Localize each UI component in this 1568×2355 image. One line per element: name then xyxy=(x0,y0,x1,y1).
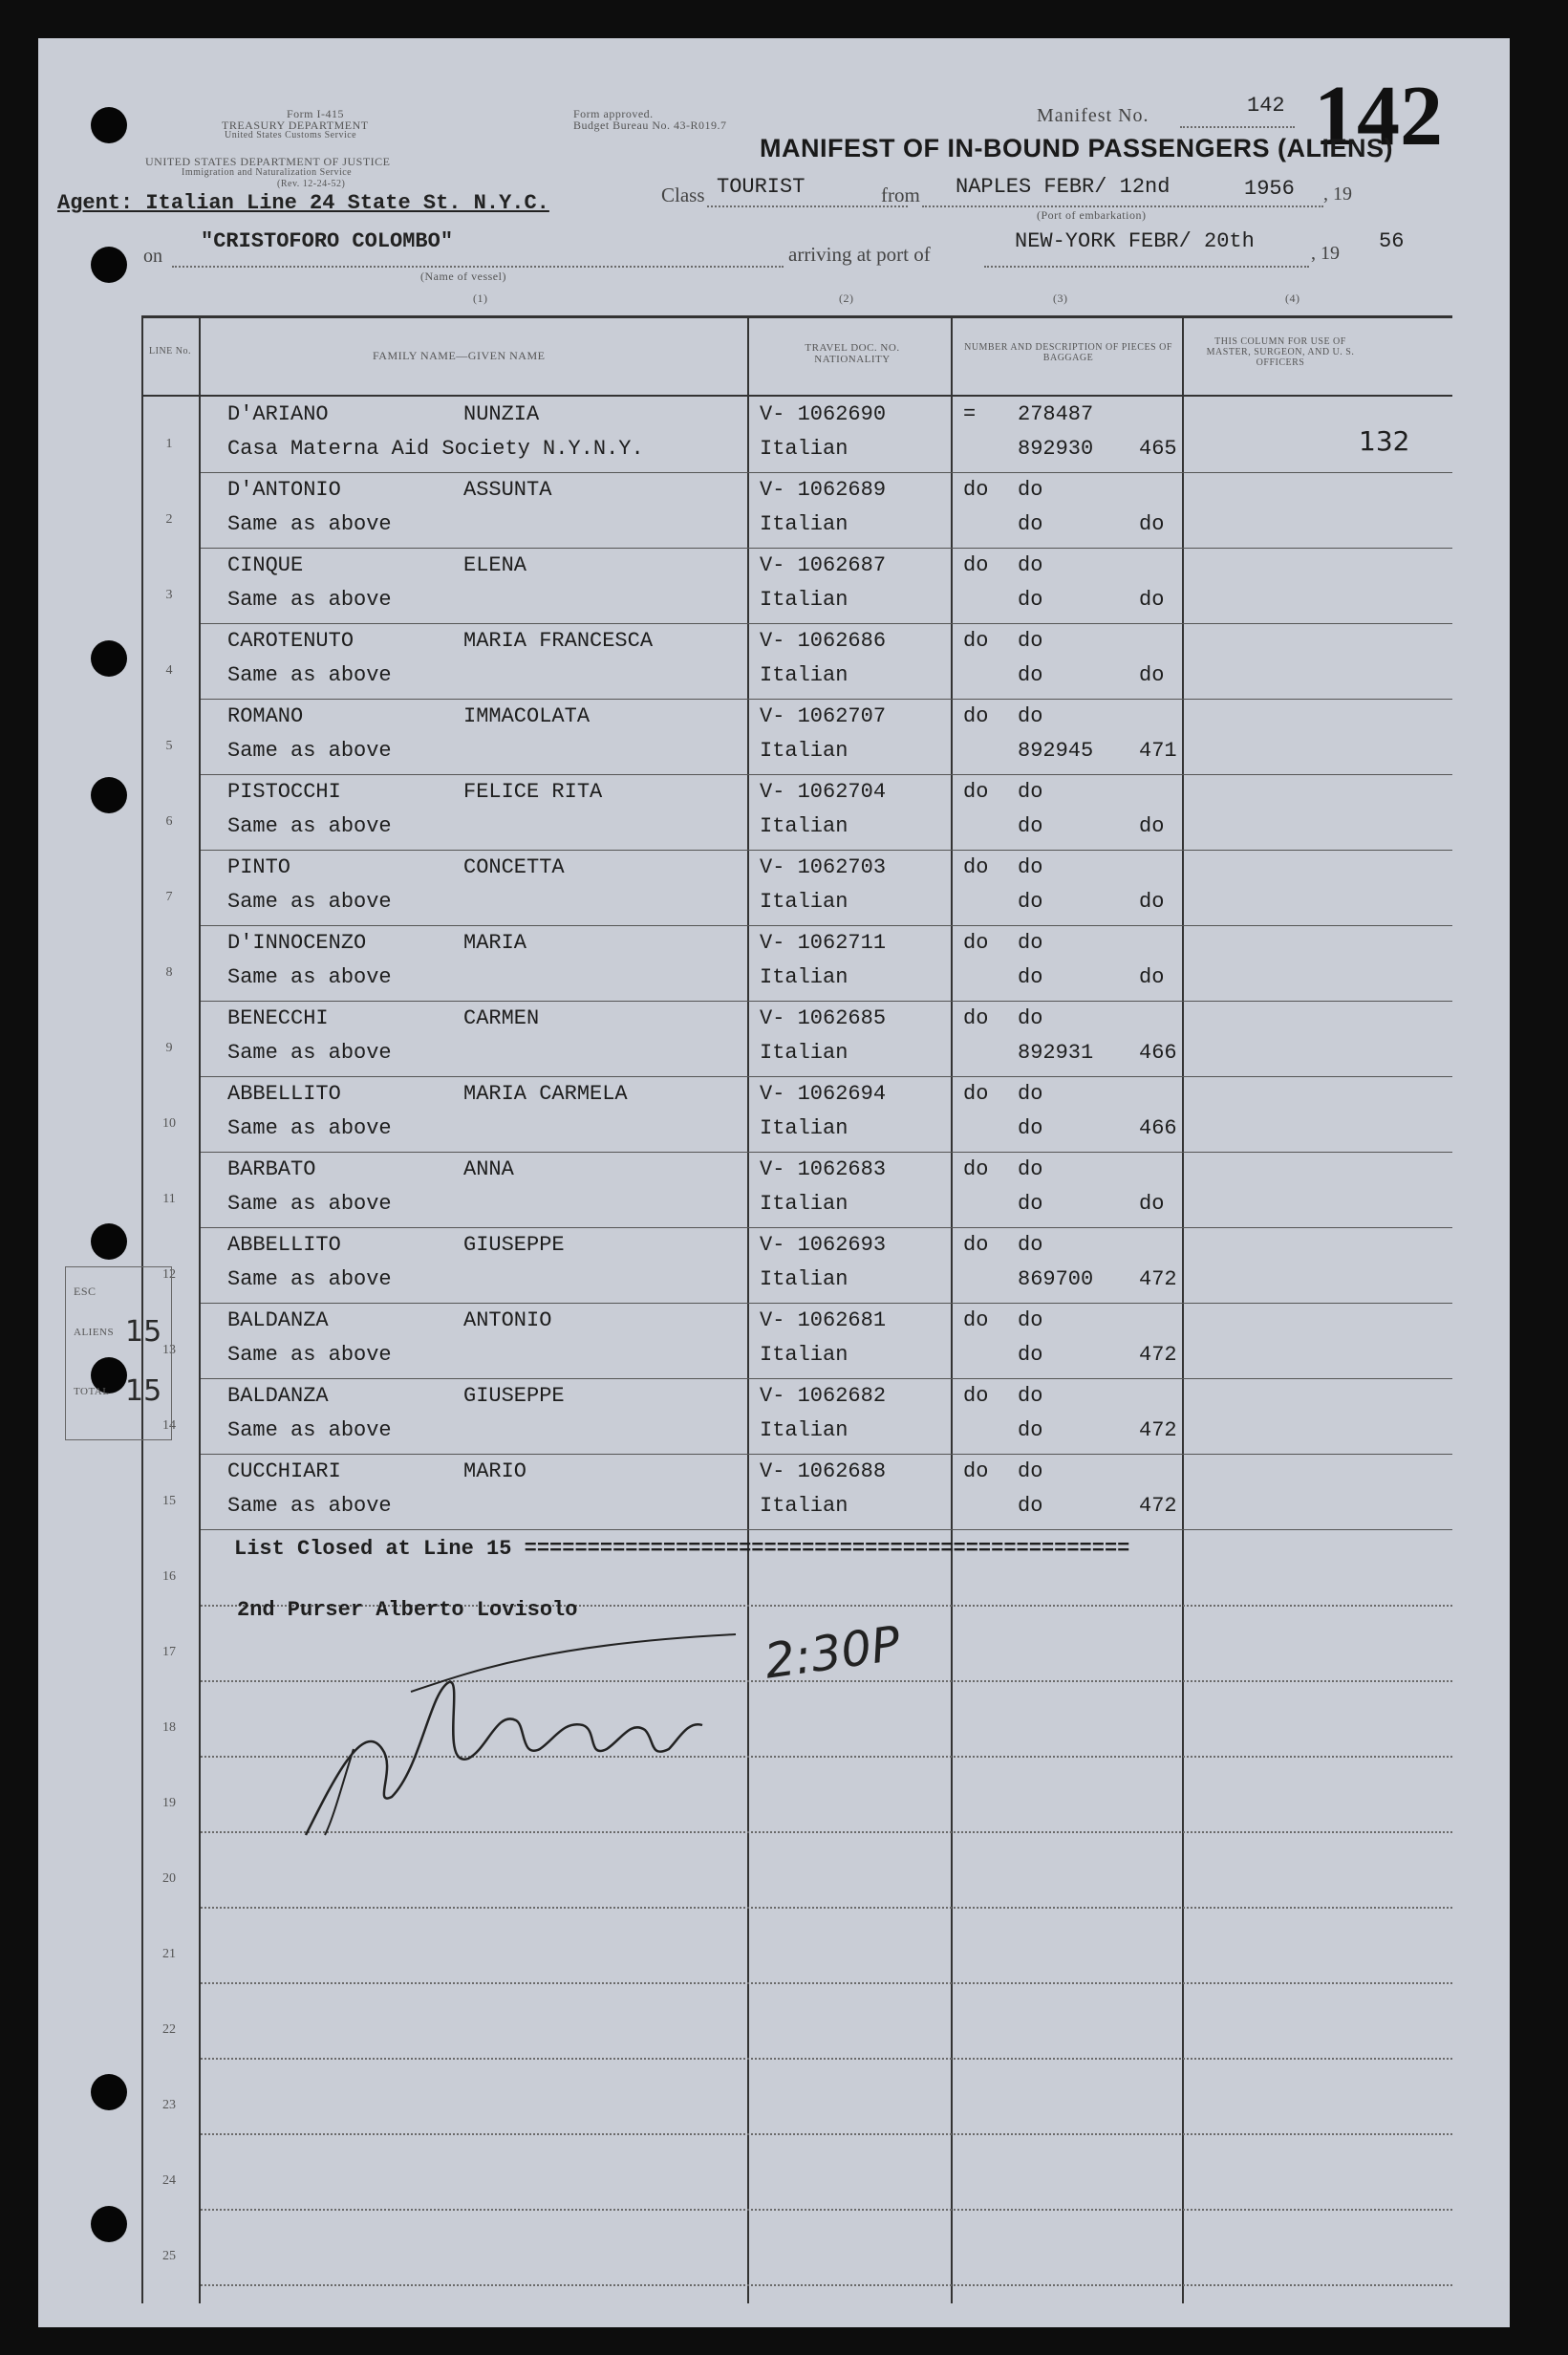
baggage-pieces: 472 xyxy=(1139,1343,1177,1367)
row-divider xyxy=(201,1529,1452,1530)
family-name: D'ANTONIO xyxy=(227,478,341,502)
baggage-description: do xyxy=(1018,1082,1043,1106)
manifest-no-stamp: 142 xyxy=(1314,69,1443,163)
line-number: 15 xyxy=(162,1494,176,1508)
form-number: Form I-415 xyxy=(287,107,344,120)
manifest-sheet xyxy=(38,38,1510,2327)
col-header-baggage: NUMBER AND DESCRIPTION OF PIECES OF BAGGAGE xyxy=(964,342,1172,363)
nationality: Italian xyxy=(760,739,848,763)
col-num-4: (4) xyxy=(1285,292,1300,305)
family-name: BALDANZA xyxy=(227,1308,329,1332)
baggage-pieces: do xyxy=(1139,814,1165,838)
treasury-label: TREASURY DEPARTMENT xyxy=(222,119,369,132)
family-name: CAROTENUTO xyxy=(227,629,354,653)
given-name: MARIO xyxy=(463,1459,527,1483)
baggage-tag: do xyxy=(1018,1418,1043,1442)
row-divider xyxy=(201,1001,1452,1002)
given-name: MARIA CARMELA xyxy=(463,1082,628,1106)
row-divider xyxy=(201,623,1452,624)
row-divider xyxy=(201,1227,1452,1228)
baggage-tag: do xyxy=(1018,1494,1043,1518)
row-divider xyxy=(201,699,1452,700)
given-name: CONCETTA xyxy=(463,855,565,879)
purser-signature xyxy=(296,1606,755,1854)
line-number: 20 xyxy=(162,1871,176,1886)
row-divider xyxy=(201,850,1452,851)
baggage-tag: do xyxy=(1018,965,1043,989)
baggage-count: = xyxy=(963,402,977,426)
row-divider xyxy=(201,1152,1452,1153)
baggage-count: do xyxy=(963,1384,989,1408)
tally-count-aliens: 15 xyxy=(125,1315,162,1349)
col-num-2: (2) xyxy=(839,292,854,305)
empty-row-divider xyxy=(201,1982,1452,1984)
on-label: on xyxy=(143,246,162,267)
baggage-count: do xyxy=(963,1082,989,1106)
travel-doc-number: V- 1062688 xyxy=(760,1459,887,1483)
baggage-count: do xyxy=(963,629,989,653)
empty-row-divider xyxy=(201,1907,1452,1909)
baggage-tag: do xyxy=(1018,512,1043,536)
family-name: ABBELLITO xyxy=(227,1082,341,1106)
baggage-pieces: 466 xyxy=(1139,1041,1177,1065)
baggage-pieces: 471 xyxy=(1139,739,1177,763)
given-name: NUNZIA xyxy=(463,402,540,426)
given-name: ELENA xyxy=(463,553,527,577)
given-name: ASSUNTA xyxy=(463,478,552,502)
baggage-tag: do xyxy=(1018,1192,1043,1216)
travel-doc-number: V- 1062707 xyxy=(760,704,887,728)
customs-label: United States Customs Service xyxy=(225,130,357,140)
purser-name: 2nd Purser Alberto Lovisolo xyxy=(237,1598,578,1622)
port-embark-caption: (Port of embarkation) xyxy=(1037,208,1147,222)
handwritten-time: 2:30P xyxy=(761,1615,904,1690)
nationality: Italian xyxy=(760,1418,848,1442)
sponsor-note: Same as above xyxy=(227,890,392,914)
family-name: PISTOCCHI xyxy=(227,780,341,804)
empty-row-divider xyxy=(201,2284,1452,2286)
justice-label: UNITED STATES DEPARTMENT OF JUSTICE xyxy=(145,155,391,168)
empty-row-divider xyxy=(201,2058,1452,2060)
travel-doc-number: V- 1062690 xyxy=(760,402,887,426)
family-name: CUCCHIARI xyxy=(227,1459,341,1483)
family-name: CINQUE xyxy=(227,553,304,577)
nationality: Italian xyxy=(760,1267,848,1291)
col-header-travel-doc: TRAVEL DOC. NO. NATIONALITY xyxy=(805,342,900,365)
given-name: GIUSEPPE xyxy=(463,1233,565,1257)
baggage-tag: do xyxy=(1018,1343,1043,1367)
line-number: 10 xyxy=(162,1116,176,1131)
from-label: from xyxy=(881,184,920,206)
baggage-tag: do xyxy=(1018,588,1043,612)
baggage-tag: do xyxy=(1018,663,1043,687)
baggage-count: do xyxy=(963,553,989,577)
baggage-description: do xyxy=(1018,629,1043,653)
vessel-caption: (Name of vessel) xyxy=(420,270,506,283)
sponsor-note: Same as above xyxy=(227,1041,392,1065)
travel-doc-number: V- 1062685 xyxy=(760,1006,887,1030)
nationality: Italian xyxy=(760,814,848,838)
family-name: D'ARIANO xyxy=(227,402,329,426)
punch-hole xyxy=(91,107,127,143)
baggage-description: do xyxy=(1018,780,1043,804)
sponsor-note: Same as above xyxy=(227,1343,392,1367)
nationality: Italian xyxy=(760,1192,848,1216)
baggage-pieces: do xyxy=(1139,890,1165,914)
baggage-description: do xyxy=(1018,1459,1043,1483)
baggage-count: do xyxy=(963,855,989,879)
punch-hole xyxy=(91,247,127,283)
sponsor-note: Same as above xyxy=(227,588,392,612)
baggage-pieces: do xyxy=(1139,663,1165,687)
baggage-description: do xyxy=(1018,478,1043,502)
sponsor-note: Same as above xyxy=(227,1116,392,1140)
nationality: Italian xyxy=(760,1041,848,1065)
arriving-value: NEW-YORK FEBR/ 20th xyxy=(1015,229,1255,253)
budget-bureau: Budget Bureau No. 43-R019.7 xyxy=(573,119,727,132)
empty-row-divider xyxy=(201,2133,1452,2135)
row-divider xyxy=(201,774,1452,775)
line-number: 16 xyxy=(162,1569,176,1584)
arriving-year: 56 xyxy=(1379,229,1405,253)
family-name: BARBATO xyxy=(227,1157,316,1181)
baggage-description: do xyxy=(1018,704,1043,728)
baggage-count: do xyxy=(963,1157,989,1181)
immigration-label: Immigration and Naturalization Service xyxy=(182,167,353,178)
manifest-label: Manifest No. xyxy=(1037,105,1149,126)
line-number: 11 xyxy=(162,1192,176,1206)
baggage-description: do xyxy=(1018,1006,1043,1030)
punch-hole xyxy=(91,2074,127,2110)
travel-doc-number: V- 1062681 xyxy=(760,1308,887,1332)
baggage-description: do xyxy=(1018,1233,1043,1257)
tally-count-total: 15 xyxy=(125,1374,162,1408)
given-name: GIUSEPPE xyxy=(463,1384,565,1408)
line-number: 8 xyxy=(165,965,173,980)
line-number: 13 xyxy=(162,1343,176,1357)
baggage-tag: do xyxy=(1018,890,1043,914)
baggage-tag: do xyxy=(1018,814,1043,838)
arriving-label: arriving at port of xyxy=(788,243,931,266)
line-number: 21 xyxy=(162,1947,176,1961)
sponsor-note: Same as above xyxy=(227,1267,392,1291)
travel-doc-number: V- 1062704 xyxy=(760,780,887,804)
nationality: Italian xyxy=(760,1343,848,1367)
year-prefix-2: , 19 xyxy=(1311,243,1340,264)
nationality: Italian xyxy=(760,965,848,989)
baggage-pieces: do xyxy=(1139,512,1165,536)
baggage-pieces: 472 xyxy=(1139,1418,1177,1442)
given-name: IMMACOLATA xyxy=(463,704,591,728)
sponsor-note: Casa Materna Aid Society N.Y.N.Y. xyxy=(227,437,644,461)
line-number: 2 xyxy=(165,512,173,527)
rev-label: (Rev. 12-24-52) xyxy=(277,179,346,189)
given-name: MARIA xyxy=(463,931,527,955)
baggage-description: do xyxy=(1018,1384,1043,1408)
baggage-tag: 892945 xyxy=(1018,739,1094,763)
baggage-count: do xyxy=(963,931,989,955)
punch-hole xyxy=(91,1223,127,1260)
baggage-description: do xyxy=(1018,931,1043,955)
baggage-tag: 892930 xyxy=(1018,437,1094,461)
vessel-name: "CRISTOFORO COLOMBO" xyxy=(201,229,454,253)
col-num-3: (3) xyxy=(1053,292,1068,305)
travel-doc-number: V- 1062687 xyxy=(760,553,887,577)
line-number: 7 xyxy=(165,890,173,904)
travel-doc-number: V- 1062689 xyxy=(760,478,887,502)
sponsor-note: Same as above xyxy=(227,965,392,989)
form-approved: Form approved. xyxy=(573,107,654,120)
manifest-no-typed: 142 xyxy=(1247,94,1285,118)
baggage-count: do xyxy=(963,478,989,502)
baggage-count: do xyxy=(963,1233,989,1257)
given-name: MARIA FRANCESCA xyxy=(463,629,654,653)
class-value: TOURIST xyxy=(717,175,805,199)
baggage-tag: 869700 xyxy=(1018,1267,1094,1291)
row-divider xyxy=(201,1076,1452,1077)
line-number: 19 xyxy=(162,1796,176,1810)
nationality: Italian xyxy=(760,512,848,536)
from-value: NAPLES FEBR/ 12nd xyxy=(956,175,1171,199)
line-number: 9 xyxy=(165,1041,173,1055)
sponsor-note: Same as above xyxy=(227,739,392,763)
family-name: D'INNOCENZO xyxy=(227,931,367,955)
col-header-line-no: LINE No. xyxy=(149,346,191,356)
line-number: 5 xyxy=(165,739,173,753)
class-label: Class xyxy=(661,184,705,206)
baggage-pieces: do xyxy=(1139,1192,1165,1216)
nationality: Italian xyxy=(760,588,848,612)
family-name: BENECCHI xyxy=(227,1006,329,1030)
travel-doc-number: V- 1062693 xyxy=(760,1233,887,1257)
list-closed-line: List Closed at Line 15 ================================================ xyxy=(234,1537,1130,1561)
baggage-description: do xyxy=(1018,855,1043,879)
baggage-pieces: 472 xyxy=(1139,1267,1177,1291)
year-prefix: , 19 xyxy=(1323,184,1352,205)
punch-hole xyxy=(91,2206,127,2242)
baggage-pieces: 472 xyxy=(1139,1494,1177,1518)
nationality: Italian xyxy=(760,437,848,461)
line-number: 22 xyxy=(162,2022,176,2037)
row-divider xyxy=(201,1378,1452,1379)
given-name: FELICE RITA xyxy=(463,780,603,804)
family-name: ABBELLITO xyxy=(227,1233,341,1257)
tally-label-total: TOTAL xyxy=(74,1386,110,1397)
punch-hole xyxy=(91,640,127,677)
line-number: 24 xyxy=(162,2173,176,2188)
nationality: Italian xyxy=(760,1494,848,1518)
margin-tally-stamp xyxy=(65,1266,172,1440)
baggage-tag: 892931 xyxy=(1018,1041,1094,1065)
given-name: ANNA xyxy=(463,1157,514,1181)
family-name: ROMANO xyxy=(227,704,304,728)
travel-doc-number: V- 1062694 xyxy=(760,1082,887,1106)
col-header-officers: THIS COLUMN FOR USE OF MASTER, SURGEON, AND U. S. OFFICERS xyxy=(1206,336,1355,368)
line-number: 14 xyxy=(162,1418,176,1433)
given-name: ANTONIO xyxy=(463,1308,552,1332)
row-divider xyxy=(201,548,1452,549)
baggage-count: do xyxy=(963,1006,989,1030)
from-year: 1956 xyxy=(1244,177,1295,201)
baggage-count: do xyxy=(963,1308,989,1332)
row-divider xyxy=(201,1303,1452,1304)
travel-doc-number: V- 1062683 xyxy=(760,1157,887,1181)
baggage-description: do xyxy=(1018,1308,1043,1332)
sponsor-note: Same as above xyxy=(227,663,392,687)
family-name: BALDANZA xyxy=(227,1384,329,1408)
baggage-count: do xyxy=(963,1459,989,1483)
nationality: Italian xyxy=(760,663,848,687)
row-divider xyxy=(201,472,1452,473)
baggage-tag: do xyxy=(1018,1116,1043,1140)
page-title: MANIFEST OF IN-BOUND PASSENGERS (ALIENS) xyxy=(760,134,1394,162)
line-number: 25 xyxy=(162,2249,176,2263)
travel-doc-number: V- 1062711 xyxy=(760,931,887,955)
travel-doc-number: V- 1062703 xyxy=(760,855,887,879)
sponsor-note: Same as above xyxy=(227,1192,392,1216)
tally-label-aliens: ALIENS xyxy=(74,1327,115,1338)
nationality: Italian xyxy=(760,890,848,914)
agent-line: Agent: Italian Line 24 State St. N.Y.C. xyxy=(57,191,549,215)
sponsor-note: Same as above xyxy=(227,814,392,838)
punch-hole xyxy=(91,777,127,813)
sponsor-note: Same as above xyxy=(227,512,392,536)
col-num-1: (1) xyxy=(473,292,488,305)
baggage-pieces: do xyxy=(1139,588,1165,612)
given-name: CARMEN xyxy=(463,1006,540,1030)
baggage-description: do xyxy=(1018,1157,1043,1181)
line-number: 17 xyxy=(162,1645,176,1659)
baggage-count: do xyxy=(963,780,989,804)
baggage-pieces: do xyxy=(1139,965,1165,989)
baggage-description: do xyxy=(1018,553,1043,577)
travel-doc-number: V- 1062682 xyxy=(760,1384,887,1408)
empty-row-divider xyxy=(201,2209,1452,2211)
baggage-pieces: 466 xyxy=(1139,1116,1177,1140)
line-number: 12 xyxy=(162,1267,176,1282)
sponsor-note: Same as above xyxy=(227,1418,392,1442)
nationality: Italian xyxy=(760,1116,848,1140)
family-name: PINTO xyxy=(227,855,291,879)
line-number: 4 xyxy=(165,663,173,678)
officer-note: 132 xyxy=(1359,425,1410,457)
baggage-pieces: 465 xyxy=(1139,437,1177,461)
line-number: 23 xyxy=(162,2098,176,2112)
line-number: 1 xyxy=(165,437,173,451)
line-number: 6 xyxy=(165,814,173,829)
col-header-name: FAMILY NAME—GIVEN NAME xyxy=(373,349,546,362)
travel-doc-number: V- 1062686 xyxy=(760,629,887,653)
row-divider xyxy=(201,1454,1452,1455)
row-divider xyxy=(201,925,1452,926)
line-number: 3 xyxy=(165,588,173,602)
baggage-description: 278487 xyxy=(1018,402,1094,426)
line-number: 18 xyxy=(162,1720,176,1735)
baggage-count: do xyxy=(963,704,989,728)
tally-label-esc: ESC xyxy=(74,1285,97,1298)
sponsor-note: Same as above xyxy=(227,1494,392,1518)
